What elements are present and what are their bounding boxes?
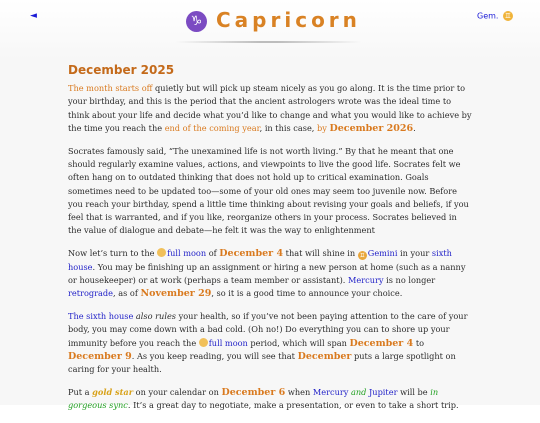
capricorn-icon: ♑ (186, 11, 207, 32)
next-sign-label: Gem. (477, 11, 499, 21)
text: . You may be finishing up an assignment or hiring a new person at home (such as a nanny or housekeeper) or at work (perhaps a team member or assistant). (68, 261, 466, 285)
article (68, 64, 472, 423)
text: on your calendar on (133, 387, 222, 398)
text: Put a (68, 387, 93, 398)
paragraph-1 (68, 82, 472, 135)
month-highlight: December (297, 350, 352, 362)
emphasis: and (348, 387, 370, 398)
mercury-link[interactable]: Mercury (347, 274, 384, 285)
jupiter-link[interactable]: Jupiter (369, 387, 398, 398)
full-moon-link[interactable]: full moon (167, 248, 207, 259)
gold-star-highlight: gold star (92, 387, 134, 398)
text: , so it is a good time to announce your choice. (211, 288, 403, 299)
highlight: The month starts off (68, 83, 153, 94)
text: puts a large spotlight on caring for your health. (68, 350, 456, 375)
date-highlight: December 6 (221, 387, 286, 399)
text: . (127, 400, 131, 411)
full-moon-icon (199, 338, 208, 347)
date-highlight: December 2026 (329, 122, 414, 134)
highlight: end of the coming year (164, 122, 260, 133)
text: , in this case, (259, 122, 318, 133)
gemini-link[interactable]: Gemini (367, 248, 398, 259)
paragraph-4 (68, 310, 472, 376)
sync-highlight: in gorgeous sync (68, 387, 439, 411)
text: . (413, 122, 416, 133)
text: quietly but will pick up steam nicely as you go along. It is the time prior to your birthday, and this is the period that the ancient astrologers wrote was the ideal time to think about your life and decide what you’d like to change and what you would like to achieve by the time you reach the (68, 83, 472, 133)
text: your health, so if you’ve not been paying attention to the care of your body, you may come down with a bad cold. (Oh no!) Do everything you can to shore up your immunity before you reach the (68, 311, 468, 348)
date-highlight: December 4 (349, 337, 414, 349)
retrograde-link[interactable]: retrograde (68, 288, 114, 299)
mercury-link[interactable]: Mercury (312, 387, 349, 398)
text: is no longer (383, 274, 436, 285)
date-highlight: December 9 (68, 350, 132, 362)
text: that will shine in (283, 248, 358, 259)
text: It’s a great day to negotiate, make a presentation, or even to take a short trip. (130, 400, 459, 411)
text: to (413, 337, 425, 348)
next-sign-link[interactable] (477, 11, 513, 21)
text: . As you keep reading, you will see that (131, 350, 298, 361)
paragraph-3 (68, 247, 472, 300)
paragraph-2: Socrates famously said, “The unexamined life is not worth living.” By that he meant that one should regularly examine values, actions, and viewpoints to live the good life. Socrates felt we often hang on to outdated thinking that does not hold up to critical examination. Goals sometimes need to be updated too—some of your old ones may seem too juvenile now. Before you reach your birthday, spend a little time thinking about revising your goals and beliefs, if you feel that is warranted, and if you like, reorganize others in your process. Socrates believed in the value of dialogue and debate—he felt it was the way to enlightenment (68, 146, 469, 236)
text: period, which will span (247, 337, 350, 348)
back-arrow-icon[interactable]: ◄ (30, 11, 37, 21)
text: when (285, 387, 313, 398)
date-highlight: November 29 (140, 288, 212, 300)
full-moon-icon (157, 248, 166, 257)
paragraph-5 (68, 386, 472, 412)
month-heading: December 2025 (68, 63, 175, 77)
text: Now let’s turn to the (68, 248, 158, 259)
highlight: by (317, 122, 327, 133)
gemini-icon: ♊ (504, 12, 512, 20)
emphasis: also rules (133, 311, 177, 322)
sixth-house-link[interactable]: The sixth house (68, 311, 134, 322)
date-highlight: December 4 (219, 248, 284, 260)
sixth-house-link[interactable]: sixth house (68, 248, 452, 272)
text: , as of (113, 288, 141, 299)
full-moon-link[interactable]: full moon (208, 337, 248, 348)
text: in your (397, 248, 432, 259)
header (0, 0, 540, 42)
page-title: Capricorn (216, 8, 361, 32)
gemini-sign-icon: ♊ (359, 252, 365, 260)
header-divider (176, 41, 361, 43)
text: will be (397, 387, 431, 398)
text: of (206, 248, 220, 259)
